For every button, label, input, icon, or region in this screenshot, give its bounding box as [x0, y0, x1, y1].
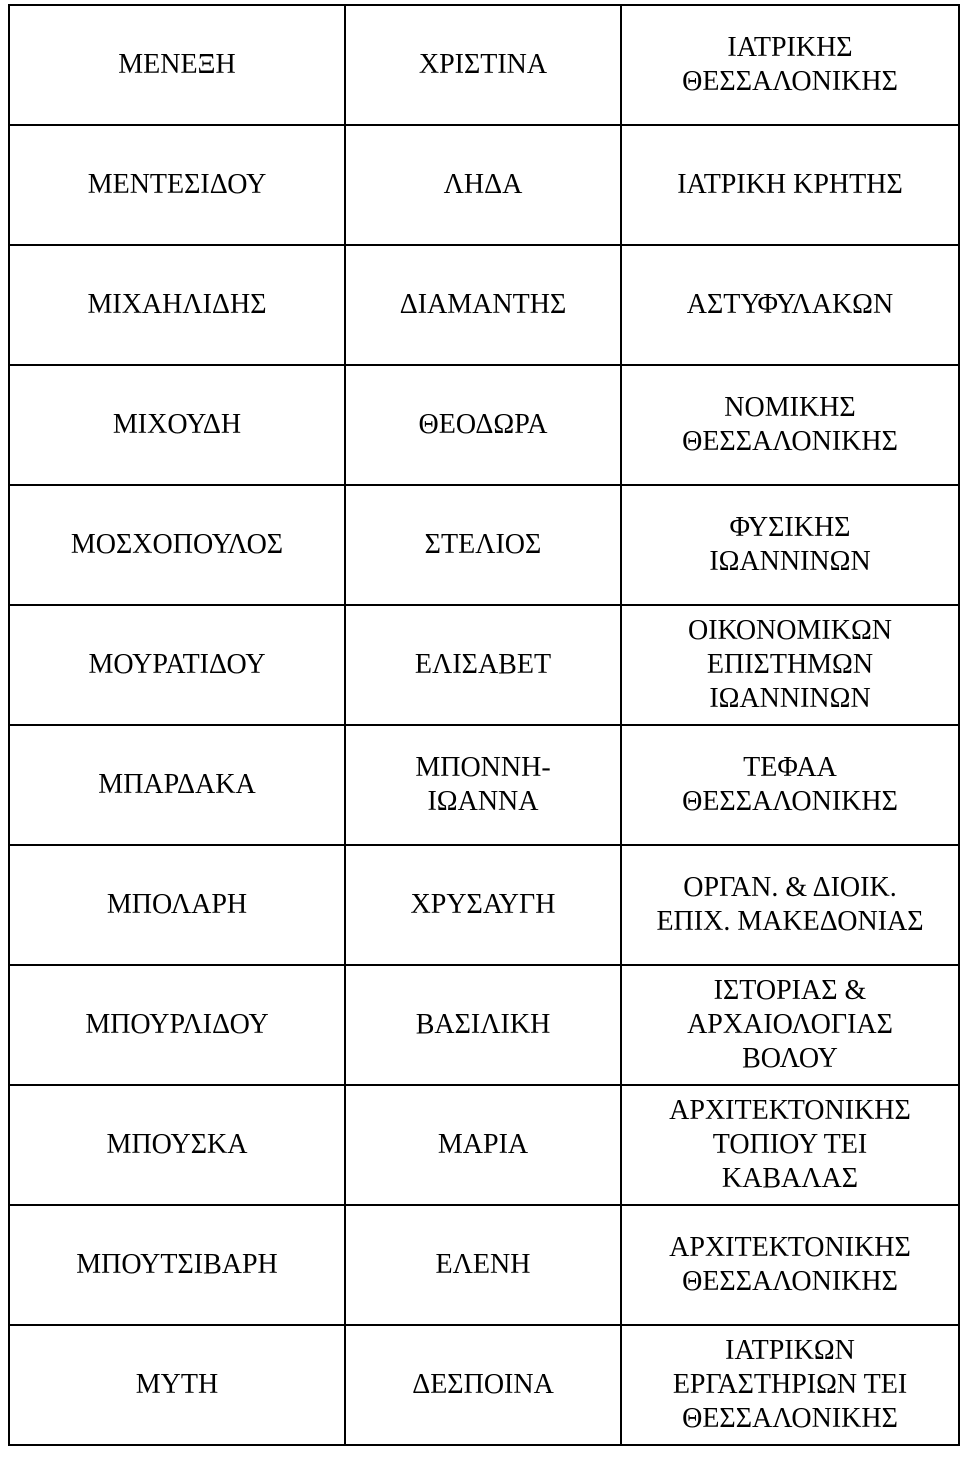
- first-name-cell: ΜΠΟΝΝΗ- ΙΩΑΝΝΑ: [345, 725, 621, 845]
- first-name-cell: ΣΤΕΛΙΟΣ: [345, 485, 621, 605]
- first-name-cell: ΔΕΣΠΟΙΝΑ: [345, 1325, 621, 1445]
- table-row: [9, 485, 959, 605]
- department-cell: ΙΑΤΡΙΚΗΣ ΘΕΣΣΑΛΟΝΙΚΗΣ: [621, 5, 959, 125]
- department-cell: ΙΑΤΡΙΚΗ ΚΡΗΤΗΣ: [621, 125, 959, 245]
- results-table-body: [9, 5, 959, 1445]
- department-cell: ΟΙΚΟΝΟΜΙΚΩΝ ΕΠΙΣΤΗΜΩΝ ΙΩΑΝΝΙΝΩΝ: [621, 605, 959, 725]
- first-name-cell: ΒΑΣΙΛΙΚΗ: [345, 965, 621, 1085]
- department-cell: ΑΣΤΥΦΥΛΑΚΩΝ: [621, 245, 959, 365]
- surname-cell: ΜΠΟΥΡΛΙΔΟΥ: [9, 965, 345, 1085]
- surname-cell: ΜΕΝΕΞΗ: [9, 5, 345, 125]
- surname-cell: ΜΠΟΥΣΚΑ: [9, 1085, 345, 1205]
- first-name-cell: ΜΑΡΙΑ: [345, 1085, 621, 1205]
- first-name-cell: ΧΡΙΣΤΙΝΑ: [345, 5, 621, 125]
- table-row: [9, 245, 959, 365]
- first-name-cell: ΕΛΙΣΑΒΕΤ: [345, 605, 621, 725]
- department-cell: ΟΡΓΑΝ. & ΔΙΟΙΚ. ΕΠΙΧ. ΜΑΚΕΔΟΝΙΑΣ: [621, 845, 959, 965]
- surname-cell: ΜΕΝΤΕΣΙΔΟΥ: [9, 125, 345, 245]
- department-cell: ΙΣΤΟΡΙΑΣ & ΑΡΧΑΙΟΛΟΓΙΑΣ ΒΟΛΟΥ: [621, 965, 959, 1085]
- table-row: [9, 605, 959, 725]
- table-row: [9, 5, 959, 125]
- department-cell: ΑΡΧΙΤΕΚΤΟΝΙΚΗΣ ΤΟΠΙΟΥ ΤΕΙ ΚΑΒΑΛΑΣ: [621, 1085, 959, 1205]
- surname-cell: ΜΥΤΗ: [9, 1325, 345, 1445]
- table-row: [9, 965, 959, 1085]
- department-cell: ΝΟΜΙΚΗΣ ΘΕΣΣΑΛΟΝΙΚΗΣ: [621, 365, 959, 485]
- surname-cell: ΜΠΟΛΑΡΗ: [9, 845, 345, 965]
- department-cell: ΙΑΤΡΙΚΩΝ ΕΡΓΑΣΤΗΡΙΩΝ ΤΕΙ ΘΕΣΣΑΛΟΝΙΚΗΣ: [621, 1325, 959, 1445]
- table-row: [9, 365, 959, 485]
- first-name-cell: ΘΕΟΔΩΡΑ: [345, 365, 621, 485]
- table-row: [9, 1325, 959, 1445]
- surname-cell: ΜΟΣΧΟΠΟΥΛΟΣ: [9, 485, 345, 605]
- table-row: [9, 725, 959, 845]
- surname-cell: ΜΙΧΟΥΔΗ: [9, 365, 345, 485]
- table-row: [9, 1205, 959, 1325]
- surname-cell: ΜΙΧΑΗΛΙΔΗΣ: [9, 245, 345, 365]
- table-row: [9, 125, 959, 245]
- surname-cell: ΜΠΑΡΔΑΚΑ: [9, 725, 345, 845]
- surname-cell: ΜΠΟΥΤΣΙΒΑΡΗ: [9, 1205, 345, 1325]
- first-name-cell: ΧΡΥΣΑΥΓΗ: [345, 845, 621, 965]
- table-row: [9, 1085, 959, 1205]
- table-row: [9, 845, 959, 965]
- first-name-cell: ΕΛΕΝΗ: [345, 1205, 621, 1325]
- surname-cell: ΜΟΥΡΑΤΙΔΟΥ: [9, 605, 345, 725]
- first-name-cell: ΔΙΑΜΑΝΤΗΣ: [345, 245, 621, 365]
- department-cell: ΦΥΣΙΚΗΣ ΙΩΑΝΝΙΝΩΝ: [621, 485, 959, 605]
- results-table: [8, 4, 960, 1446]
- first-name-cell: ΛΗΔΑ: [345, 125, 621, 245]
- department-cell: ΑΡΧΙΤΕΚΤΟΝΙΚΗΣ ΘΕΣΣΑΛΟΝΙΚΗΣ: [621, 1205, 959, 1325]
- department-cell: ΤΕΦΑΑ ΘΕΣΣΑΛΟΝΙΚΗΣ: [621, 725, 959, 845]
